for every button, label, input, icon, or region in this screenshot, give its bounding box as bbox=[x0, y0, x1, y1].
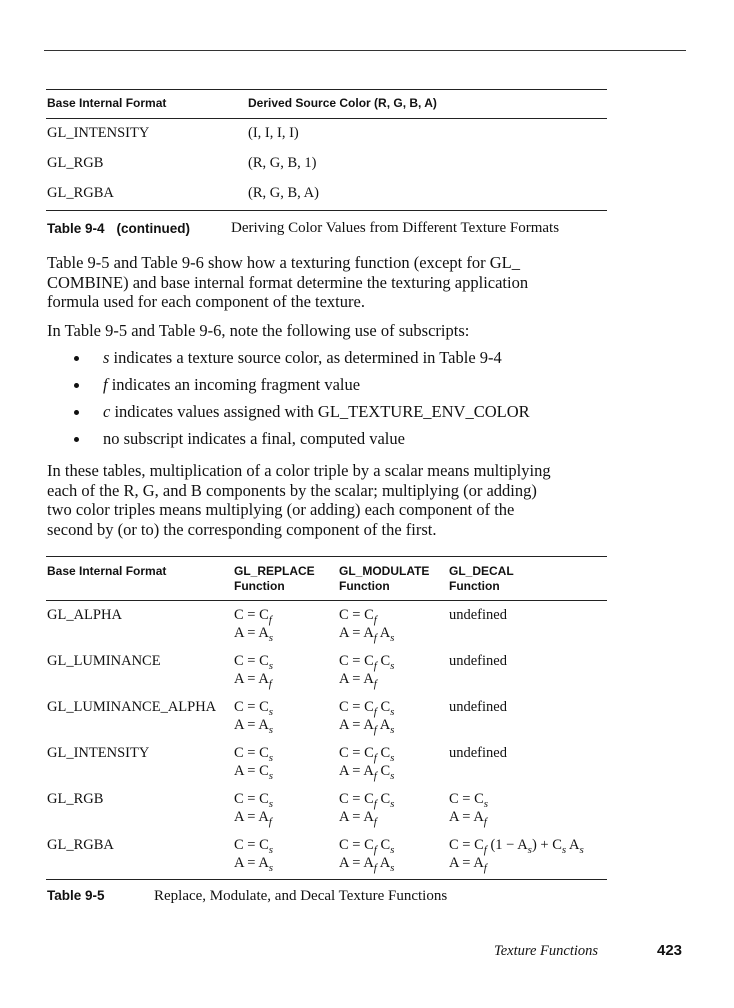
column-header-format: Base Internal Format bbox=[47, 96, 167, 110]
formula-line: $C = C_s$ bbox=[234, 745, 274, 764]
modulate-cell bbox=[339, 652, 394, 688]
column-header-derived-color: Derived Source Color (R, G, B, A) bbox=[248, 96, 437, 110]
text-line: each of the R, G, and B components by the scalar; multiplying (or adding) bbox=[47, 480, 537, 500]
formula-line: $A = A_f$ bbox=[449, 809, 487, 828]
table-header-rule bbox=[46, 600, 607, 601]
decal-cell bbox=[449, 698, 507, 716]
formula-line: $A = A_f$ bbox=[234, 671, 272, 690]
replace-cell bbox=[234, 698, 273, 734]
list-item bbox=[103, 429, 405, 449]
formula-line: $C = C_f$ bbox=[234, 607, 272, 626]
formula-line: undefined bbox=[449, 745, 507, 761]
modulate-cell bbox=[339, 744, 394, 780]
column-header-replace bbox=[234, 564, 315, 594]
decal-cell bbox=[449, 606, 507, 624]
modulate-cell bbox=[339, 836, 394, 872]
list-item bbox=[103, 348, 502, 368]
replace-cell bbox=[234, 652, 273, 688]
table-bottom-rule bbox=[46, 210, 607, 211]
header-line: Function bbox=[234, 579, 285, 593]
replace-cell bbox=[234, 790, 273, 826]
header-line: GL_REPLACE bbox=[234, 564, 315, 578]
bullet-dot bbox=[74, 356, 79, 361]
caption-text: Replace, Modulate, and Decal Texture Functions bbox=[154, 888, 448, 904]
formula-line: $A = A_f$ bbox=[449, 855, 487, 874]
list-item-text: no subscript indicates a final, computed value bbox=[103, 429, 405, 448]
formula-line: $C = C_f$ $C_s$ bbox=[339, 837, 395, 856]
table-top-rule bbox=[46, 89, 607, 90]
format-cell bbox=[47, 836, 114, 854]
formula-line: $A = A_s$ bbox=[234, 625, 274, 644]
text-line: second by (or to) the corresponding component of the first. bbox=[47, 519, 437, 539]
decal-cell bbox=[449, 652, 507, 670]
column-header-format: Base Internal Format bbox=[47, 564, 167, 578]
list-item-text: indicates a texture source color, as determined in Table 9-4 bbox=[109, 348, 502, 367]
formula-line: $A = A_f$ $A_s$ bbox=[339, 625, 395, 644]
format-cell bbox=[47, 652, 161, 670]
table-cell: GL_INTENSITY bbox=[47, 125, 150, 141]
formula-line: $C = C_f$ bbox=[339, 607, 377, 626]
formula-line: $A = A_f$ $A_s$ bbox=[339, 717, 395, 736]
formula-line: $A = A_f$ $A_s$ bbox=[339, 855, 395, 874]
bullet-dot bbox=[74, 383, 79, 388]
formula-line: $A = C_s$ bbox=[234, 763, 274, 782]
decal-cell bbox=[449, 744, 507, 762]
formula-line: $C = C_s$ bbox=[234, 699, 274, 718]
subscript-symbol: c bbox=[103, 402, 111, 421]
table-cell: (I, I, I, I) bbox=[248, 125, 299, 141]
list-item-text: indicates values assigned with GL_TEXTURE_ENV_COLOR bbox=[110, 402, 530, 421]
table-header-rule bbox=[46, 118, 607, 119]
modulate-cell bbox=[339, 790, 394, 826]
bullet-dot bbox=[74, 437, 79, 442]
formula-line: $A = A_f$ bbox=[339, 809, 377, 828]
paragraph-subscripts: In Table 9-5 and Table 9-6, note the following use of subscripts: bbox=[47, 321, 470, 340]
formula-line: $C = C_s$ bbox=[234, 653, 274, 672]
decal-cell bbox=[449, 836, 584, 872]
formula-line: $C = C_s$ bbox=[234, 837, 274, 856]
formula-line: $A = A_f$ bbox=[339, 671, 377, 690]
subscript-symbol: s bbox=[103, 348, 110, 367]
formula-line: $A = A_f$ bbox=[234, 809, 272, 828]
table-caption bbox=[47, 220, 190, 238]
caption-text: Deriving Color Values from Different Texture Formats bbox=[231, 220, 560, 236]
table-cell: GL_RGBA bbox=[47, 185, 114, 201]
formula-line: $C = C_f$ $(1 - A_s) + C_s$ $A_s$ bbox=[449, 837, 584, 856]
format-cell bbox=[47, 790, 103, 808]
format-cell bbox=[47, 698, 216, 716]
text-line: In these tables, multiplication of a color triple by a scalar means multiplying bbox=[47, 461, 551, 480]
table-cell: (R, G, B, 1) bbox=[248, 155, 317, 171]
formula-line: $C = C_s$ bbox=[234, 791, 274, 810]
text-line: formula used for each component of the texture. bbox=[47, 292, 365, 311]
format-cell bbox=[47, 606, 122, 624]
modulate-cell bbox=[339, 606, 394, 642]
formula-line: GL_INTENSITY bbox=[47, 745, 150, 761]
list-item bbox=[103, 375, 360, 395]
formula-line: $C = C_f$ $C_s$ bbox=[339, 745, 395, 764]
formula-line: $A = A_f$ $C_s$ bbox=[339, 763, 395, 782]
text-line: Table 9-5 and Table 9-6 show how a texturing function (except for GL_ bbox=[47, 253, 520, 272]
formula-line: GL_LUMINANCE bbox=[47, 653, 161, 669]
formula-line: undefined bbox=[449, 699, 507, 715]
text-line: COMBINE) and base internal format determine the texturing application bbox=[47, 272, 529, 292]
replace-cell bbox=[234, 744, 273, 780]
formula-line: $A = A_s$ bbox=[234, 717, 274, 736]
table-bottom-rule bbox=[46, 879, 607, 880]
formula-line: $C = C_f$ $C_s$ bbox=[339, 699, 395, 718]
format-cell bbox=[47, 744, 149, 762]
formula-line: undefined bbox=[449, 653, 507, 669]
bullet-dot bbox=[74, 410, 79, 415]
formula-line: $A = A_s$ bbox=[234, 855, 274, 874]
paragraph-multiplication bbox=[47, 461, 551, 539]
header-line: Function bbox=[339, 579, 390, 593]
header-line: GL_DECAL bbox=[449, 564, 514, 578]
formula-line: GL_RGBA bbox=[47, 837, 114, 853]
caption-continued: (continued) bbox=[116, 221, 191, 236]
page-number: 423 bbox=[657, 942, 683, 959]
decal-cell bbox=[449, 790, 488, 826]
formula-line: undefined bbox=[449, 607, 507, 623]
column-header-modulate bbox=[339, 564, 429, 594]
replace-cell bbox=[234, 836, 273, 872]
modulate-cell bbox=[339, 698, 394, 734]
subscript-symbol: f bbox=[103, 375, 108, 394]
header-line: Function bbox=[449, 579, 500, 593]
caption-label: Table 9-4 bbox=[47, 221, 105, 236]
formula-line: $C = C_f$ $C_s$ bbox=[339, 791, 395, 810]
table-top-rule bbox=[46, 556, 607, 557]
formula-line: GL_RGB bbox=[47, 791, 104, 807]
top-rule bbox=[44, 50, 686, 51]
paragraph-intro bbox=[47, 253, 528, 312]
replace-cell bbox=[234, 606, 273, 642]
formula-line: GL_LUMINANCE_ALPHA bbox=[47, 699, 217, 715]
caption-label: Table 9-5 bbox=[47, 888, 105, 903]
header-line: GL_MODULATE bbox=[339, 564, 430, 578]
table-cell: (R, G, B, A) bbox=[248, 185, 319, 201]
formula-line: $C = C_s$ bbox=[449, 791, 489, 810]
list-item-text: indicates an incoming fragment value bbox=[107, 375, 361, 394]
column-header-decal bbox=[449, 564, 514, 594]
table-cell: GL_RGB bbox=[47, 155, 104, 171]
formula-line: GL_ALPHA bbox=[47, 607, 122, 623]
running-footer-title: Texture Functions bbox=[494, 943, 599, 959]
list-item bbox=[103, 402, 530, 422]
formula-line: $C = C_f$ $C_s$ bbox=[339, 653, 395, 672]
text-line: two color triples means multiplying (or adding) each component of the bbox=[47, 500, 515, 519]
